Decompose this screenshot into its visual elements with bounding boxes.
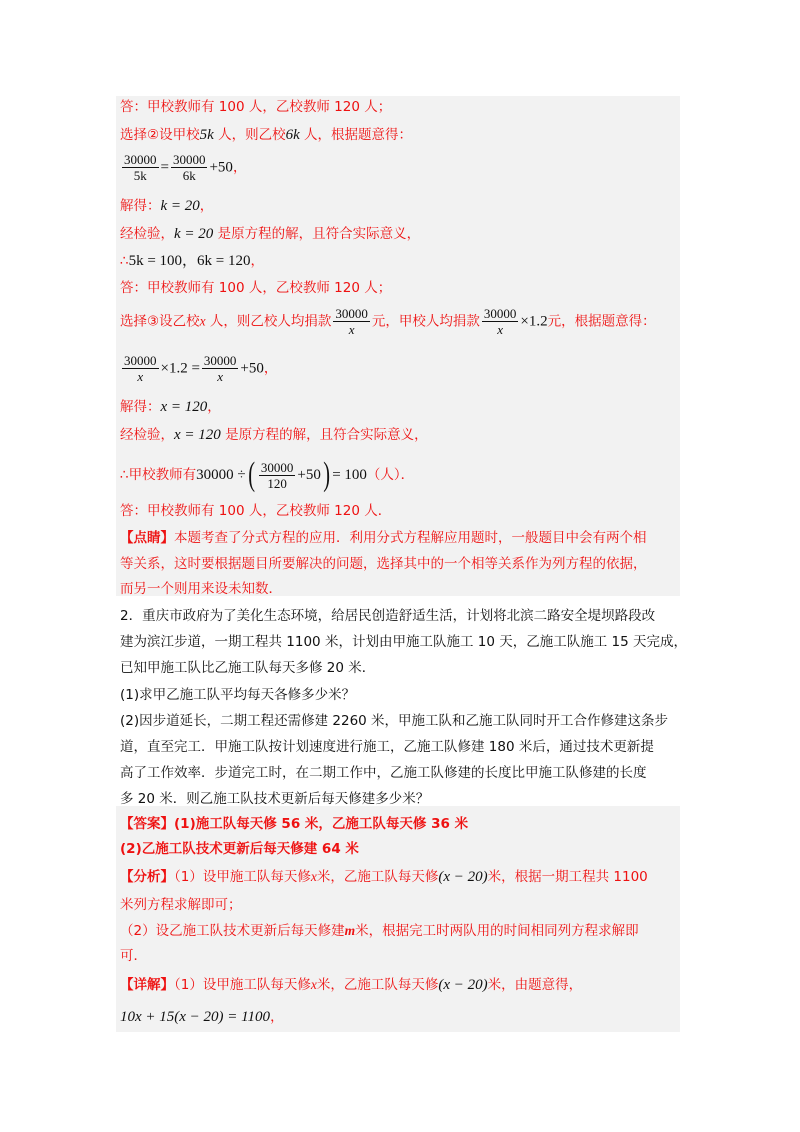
answer-line-2: 答：甲校教师有 100 人，乙校教师 120 人； [120, 280, 392, 296]
analysis-line-1: 【分析】（1）设甲施工队每天修x米，乙施工队每天修(x − 20)米，根据一期工程共 1100 [120, 869, 648, 885]
question-2-line-3: 已知甲施工队比乙施工队每天多修 20 米． [120, 660, 376, 676]
fraction: $\frac{30000}{120}$ [260, 459, 294, 491]
choose-option-2: 选择②设甲校5k 人，则乙校6k 人，根据题意得： [120, 127, 413, 143]
solve-line-2: 解得：k = 20， [120, 198, 214, 214]
question-2-part-2-line-4: 多 20 米．则乙施工队技术更新后每天修建多少米？ [120, 791, 430, 807]
question-2-part-2-line-1: (2)因步道延长，二期工程还需修建 2260 米，甲施工队和乙施工队同时开工合作修建这条步 [120, 713, 669, 729]
answer-line-3: 答：甲校教师有 100 人，乙校教师 120 人． [120, 503, 392, 519]
detail-equation: 10x + 15(x − 20) = 1100， [120, 1009, 284, 1025]
equation-option-2: $\frac{30000}{5k}$ = $\frac{30000}{6k}$ +50， [124, 152, 247, 183]
dianjing-line-2: 等关系，这时要根据题目所要解决的问题，选择其中的一个相等关系作为列方程的依据， [120, 556, 647, 572]
solve-line-3: 解得：x = 120， [120, 399, 221, 415]
therefore-line-2: ∴5k = 100，6k = 120， [120, 253, 265, 269]
dianjing-line-3: 而另一个则用来设未知数． [120, 581, 282, 597]
equation-option-3: $\frac{30000}{x}$ ×1.2 = $\frac{30000}{x}$ +50， [124, 353, 278, 384]
answer-2-line-2: (2)乙施工队技术更新后每天修建 64 米 [120, 841, 359, 857]
therefore-line-3: ∴甲校教师有30000 ÷( $\frac{30000}{120}$ +50) = 100（人）． [120, 456, 415, 493]
analysis-line-2: 米列方程求解即可； [120, 897, 242, 913]
fraction: $\frac{30000}{x}$ [124, 353, 157, 384]
question-2-part-2-line-3: 高了工作效率．步道完工时，在二期工作中，乙施工队修建的长度比甲施工队修建的长度 [120, 765, 647, 781]
check-line-2: 经检验，k = 20 是原方程的解，且符合实际意义， [120, 226, 421, 242]
detail-line-1: 【详解】（1）设甲施工队每天修x米，乙施工队每天修(x − 20)米，由题意得， [120, 977, 583, 993]
answer-2-line-1: 【答案】(1)施工队每天修 56 米，乙施工队每天修 36 米 [120, 816, 469, 832]
analysis-line-4: 可． [120, 948, 147, 964]
question-2-line-1: 2．重庆市政府为了美化生态环境，给居民创造舒适生活，计划将北滨二路安全堤坝路段改 [120, 608, 656, 624]
choose-option-3: 选择③设乙校x 人，则乙校人均捐款 $\frac{30000}{x}$ 元，甲校人均捐款 $\frac{30000}{x}$ ×1.2元，根据题意得： [120, 306, 656, 337]
analysis-line-3: （2）设乙施工队技术更新后每天修建m米，根据完工时两队用的时间相同列方程求解即 [120, 923, 639, 939]
question-2-part-2-line-2: 道，直至完工．甲施工队按计划速度进行施工，乙施工队修建 180 米后，通过技术更新提 [120, 739, 654, 755]
fraction: $\frac{30000}{6k}$ [172, 152, 206, 183]
answer-line-1: 答：甲校教师有 100 人，乙校教师 120 人； [120, 99, 392, 115]
check-line-3: 经检验，x = 120 是原方程的解，且符合实际意义， [120, 427, 428, 443]
fraction: $\frac{30000}{x}$ [203, 353, 237, 384]
dianjing-line-1: 【点睛】本题考查了分式方程的应用．利用分式方程解应用题时，一般题目中会有两个相 [120, 530, 647, 546]
fraction: $\frac{30000}{x}$ [483, 306, 517, 337]
question-2-part-1: (1)求甲乙施工队平均每天各修多少米？ [120, 687, 356, 703]
fraction: $\frac{30000}{5k}$ [124, 152, 157, 183]
question-2-line-2: 建为滨江步道，一期工程共 1100 米，计划由甲施工队施工 10 天，乙施工队施工 15 天完成， [120, 634, 687, 650]
fraction: $\frac{30000}{x}$ [335, 306, 368, 337]
